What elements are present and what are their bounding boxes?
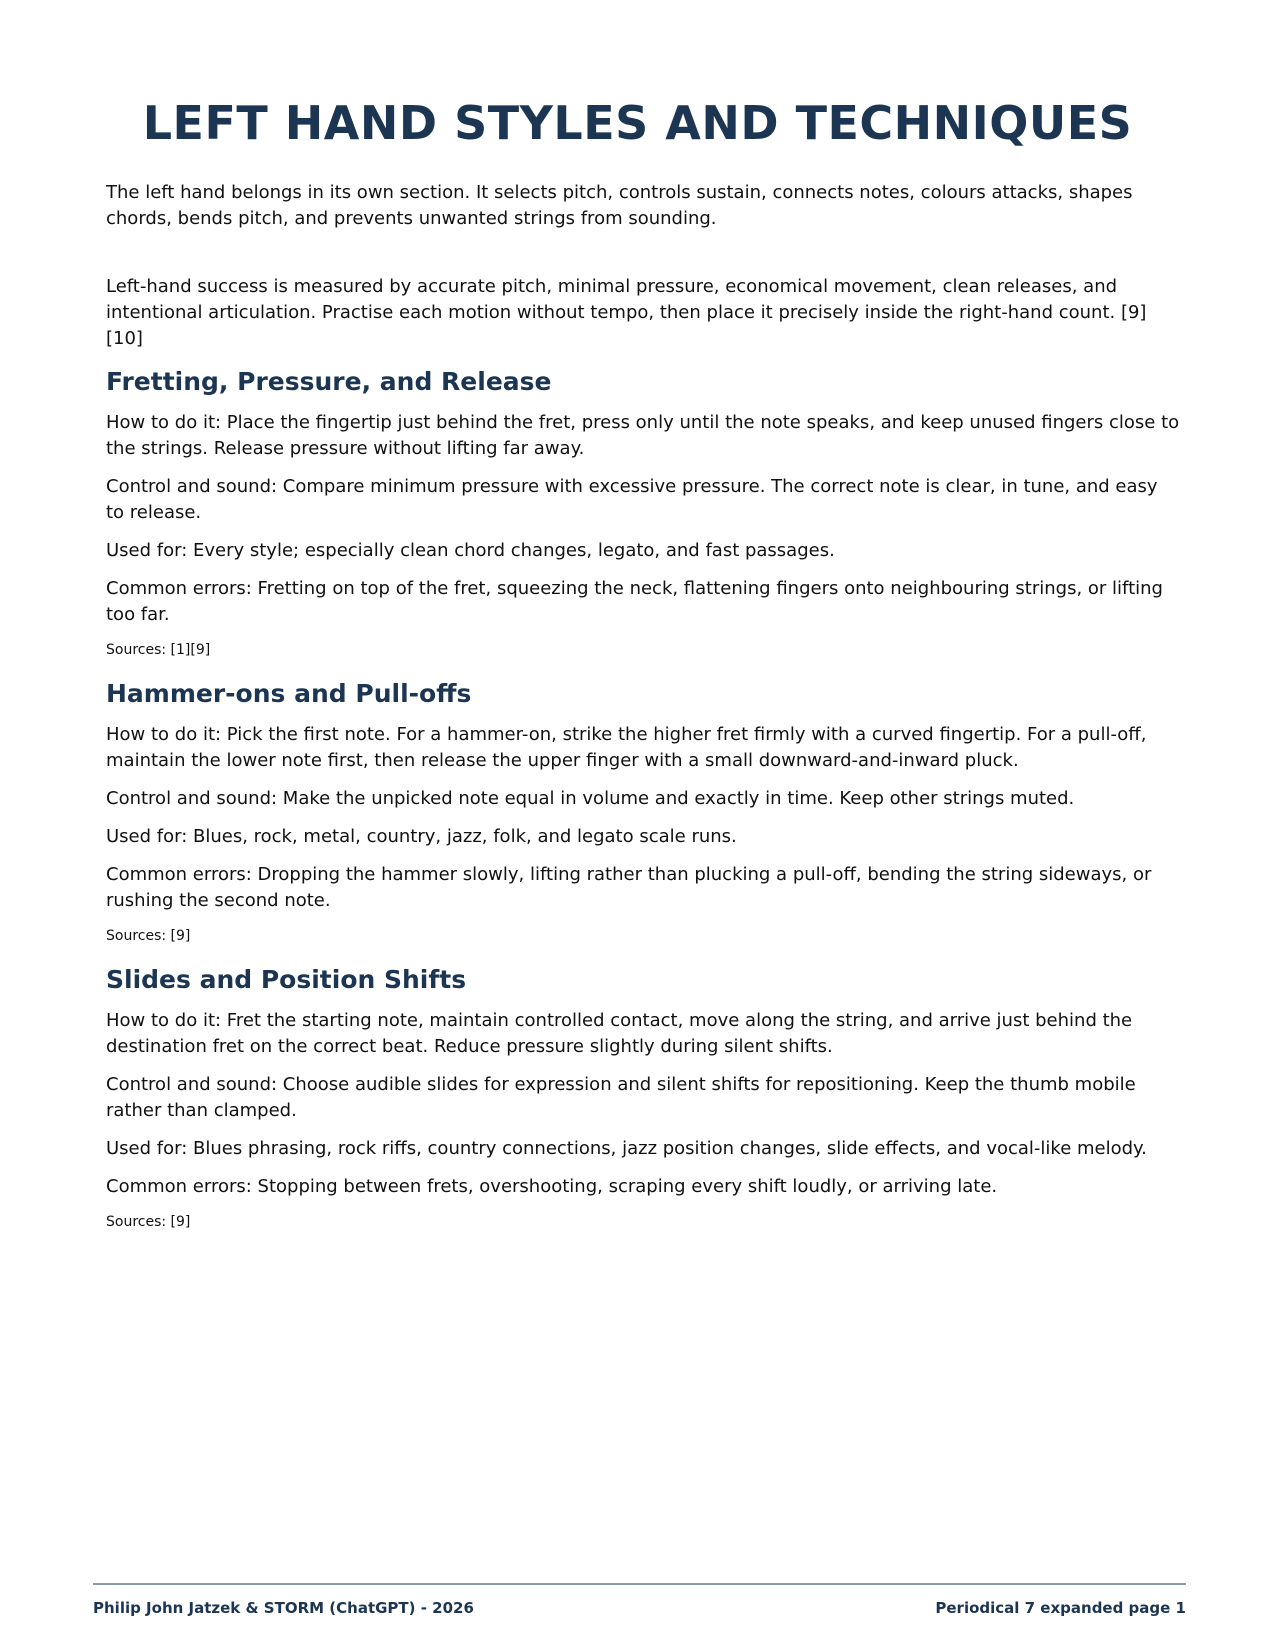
section-slides: [106, 964, 1181, 1232]
sources-note: Sources: [9]: [106, 928, 191, 944]
common-errors-paragraph: Common errors: Dropping the hammer slowly, lifting rather than plucking a pull-off, bending the string sideways, or rushing the second note.: [106, 864, 1152, 911]
page-title: LEFT HAND STYLES AND TECHNIQUES: [142, 96, 1133, 150]
sources-note: Sources: [1][9]: [106, 642, 211, 658]
intro-paragraph: The left hand belongs in its own section. It selects pitch, controls sustain, connects notes, colours attacks, shapes chords, bends pitch, and prevents unwanted strings from sounding.: [106, 182, 1133, 229]
footer-divider: [93, 1583, 1186, 1585]
how-to-paragraph: How to do it: Pick the first note. For a hammer-on, strike the higher fret firmly with a curved fingertip. For a pull-off, maintain the lower note first, then release the upper finger with a small downward-and-inward pluck.: [106, 724, 1147, 771]
common-errors-paragraph: Common errors: Stopping between frets, overshooting, scraping every shift loudly, or arriving late.: [106, 1176, 998, 1197]
section-heading: Hammer-ons and Pull-offs: [106, 679, 472, 708]
section-heading: Slides and Position Shifts: [106, 965, 467, 994]
control-paragraph: Control and sound: Make the unpicked note equal in volume and exactly in time. Keep other strings muted.: [106, 788, 1075, 809]
footer-author: Philip John Jatzek & STORM (ChatGPT) - 2026: [93, 1599, 474, 1617]
common-errors-paragraph: Common errors: Fretting on top of the fret, squeezing the neck, flattening fingers onto neighbouring strings, or lifting too far.: [106, 578, 1163, 625]
used-for-paragraph: Used for: Every style; especially clean chord changes, legato, and fast passages.: [106, 540, 835, 561]
sources-note: Sources: [9]: [106, 1214, 191, 1230]
used-for-paragraph: Used for: Blues, rock, metal, country, jazz, folk, and legato scale runs.: [106, 826, 737, 847]
footer-page-label: Periodical 7 expanded page 1: [935, 1599, 1186, 1617]
intro-paragraph: Left-hand success is measured by accurate pitch, minimal pressure, economical movement, clean releases, and intentional articulation. Practise each motion without tempo, then place it precisely inside the right-hand count. [9][10]: [106, 276, 1147, 349]
control-paragraph: Control and sound: Choose audible slides for expression and silent shifts for repositioning. Keep the thumb mobile rather than clamped.: [106, 1074, 1136, 1121]
how-to-paragraph: How to do it: Fret the starting note, maintain controlled contact, move along the string, and arrive just behind the destination fret on the correct beat. Reduce pressure slightly during silent shifts.: [106, 1010, 1133, 1057]
document-body: [106, 180, 1181, 1250]
section-heading: Fretting, Pressure, and Release: [106, 367, 552, 396]
control-paragraph: Control and sound: Compare minimum pressure with excessive pressure. The correct note is clear, in tune, and easy to release.: [106, 476, 1158, 523]
how-to-paragraph: How to do it: Place the fingertip just behind the fret, press only until the note speaks, and keep unused fingers close to the strings. Release pressure without lifting far away.: [106, 412, 1180, 459]
section-fretting: [106, 366, 1181, 660]
used-for-paragraph: Used for: Blues phrasing, rock riffs, country connections, jazz position changes, slide effects, and vocal-like melody.: [106, 1138, 1147, 1159]
section-hammer-ons: [106, 678, 1181, 946]
